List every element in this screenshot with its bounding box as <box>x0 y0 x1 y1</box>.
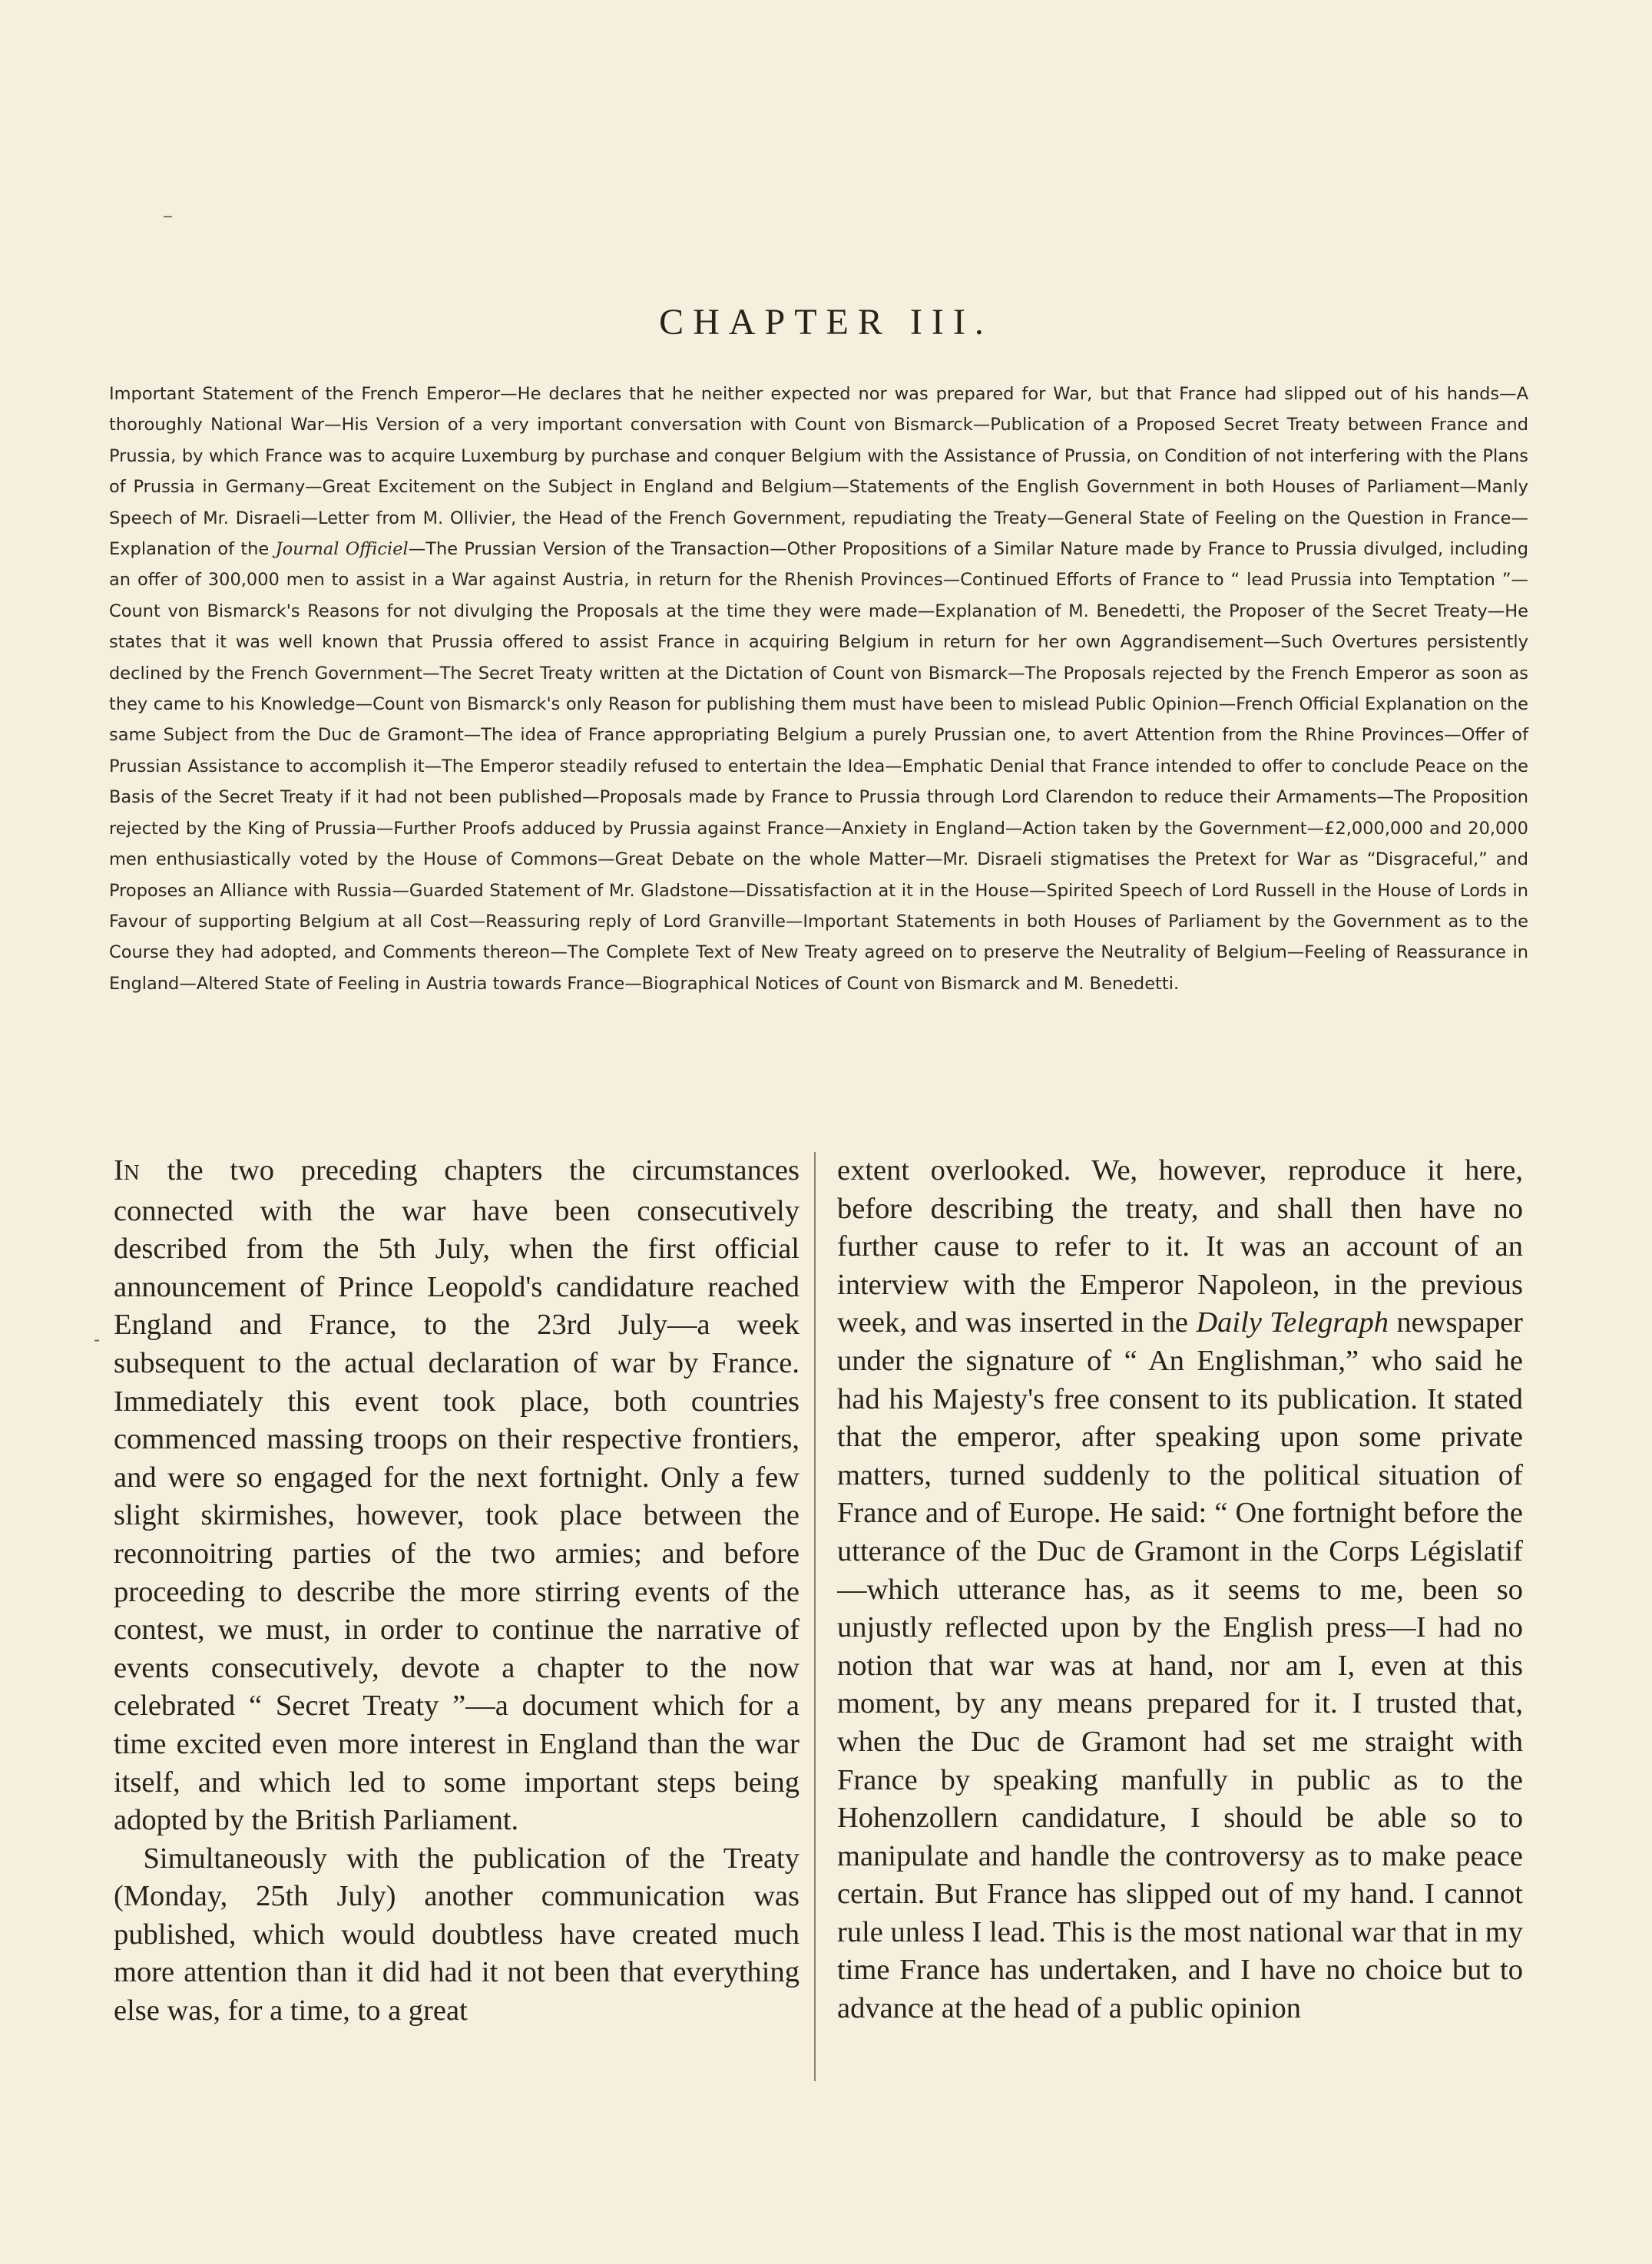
right-paragraph-1-text-part1: extent overlooked. We, however, reproduce it here, before describing the treaty, and shall then have no further cause to refer to it. It was an account of an interview with the Emperor Napoleon, in the previous week, and was inserted in the <box>837 1154 1523 1339</box>
left-paragraph-1-text: the two preceding chapters the circumstances connected with the war have been consecutively described from the 5th July, when the first official announcement of Prince Leopold's candidature reached England and France, to the 23rd July—a week subsequent to the actual declaration of war by France. Immediately this event took place, both countries commenced massing troops on their respective frontiers, and were so engaged for the next fortnight. Only a few slight skirmishes, however, took place between the reconnoitring parties of the two armies; and before proceeding to describe the more stirring events of the contest, we must, in order to continue the narrative of events consecutively, devote a chapter to the now celebrated “ Secret Treaty ”—a document which for a time excited even more interest in England than the war itself, and which led to some important steps being adopted by the British Parliament. <box>114 1154 800 1837</box>
summary-text-part1: Important Statement of the French Emperor—He declares that he neither expected nor was prepared for War, but that France had slipped out of his hands—A thoroughly National War—His Version of a very important conversation with Count von Bismarck—Publication of a Proposed Secret Treaty between France and Prussia, by which France was to acquire Luxemburg by purchase and conquer Belgium with the Assistance of Prussia, on Condition of not interfering with the Plans of Prussia in Germany—Great Excitement on the Subject in England and Belgium—Statements of the English Government in both Houses of Parliament—Manly Speech of Mr. Disraeli—Letter from M. Ollivier, the Head of the French Government, repudiating the Treaty—General State of Feeling on the Question in France—Explanation of the <box>109 384 1528 560</box>
printer-mark-icon: – <box>163 204 173 227</box>
right-paragraph-1-text-part2: newspaper under the signature of “ An Englishman,” who said he had his Majesty's free consent to its publication. It stated that the emperor, after speaking upon some private matters, turned suddenly to the political situation of France and of Europe. He said: “ One fortnight before the utterance of the Duc de Gramont in the Corps Législatif—which utterance has, as it seems to me, been so unjustly reflected upon by the English press—I had no notion that war was at hand, nor am I, even at this moment, by any means prepared for it. I trusted that, when the Duc de Gramont had set me straight with France by speaking manfully in public as to the Hohenzollern candidature, I should be able so to manipulate and handle the controversy as to make peace certain. But France has slipped out of my hand. I cannot rule unless I lead. This is the most national war that in my time France has undertaken, and I have no choice but to advance at the head of a public opinion <box>837 1306 1523 2025</box>
column-divider <box>814 1152 816 2081</box>
small-cap: N <box>123 1160 141 1185</box>
margin-mark: - <box>94 1329 101 1350</box>
drop-cap: I <box>114 1154 124 1187</box>
left-column <box>114 1152 800 2150</box>
summary-italic-journal: Journal Officiel <box>275 539 409 560</box>
left-paragraph-2 <box>114 1840 800 2031</box>
chapter-summary <box>109 379 1528 999</box>
chapter-title: CHAPTER III. <box>659 302 993 343</box>
summary-text-part2: —The Prussian Version of the Transaction—Other Propositions of a Similar Nature made by France to Prussia divulged, including an offer of 300,000 men to assist in a War against Austria, in return for the Rhenish Provinces—Continued Efforts of France to “ lead Prussia into Temptation ”—Count von Bismarck's Reasons for not divulging the Proposals at the time they were made—Explanation of M. Benedetti, the Proposer of the Secret Treaty—He states that it was well known that Prussia offered to assist France in acquiring Belgium in return for her own Aggrandisement—Such Overtures persistently declined by the French Government—The Secret Treaty written at the Dictation of Count von Bismarck—The Proposals rejected by the French Emperor as soon as they came to his Knowledge—Count von Bismarck's only Reason for publishing them must have been to mislead Public Opinion—French Official Explanation on the same Subject from the Duc de Gramont—The idea of France appropriating Belgium a purely Prussian one, to avert Attention from the Rhine Provinces—Offer of Prussian Assistance to accomplish it—The Emperor steadily refused to entertain the Idea—Emphatic Denial that France intended to offer to conclude Peace on the Basis of the Secret Treaty if it had not been published—Proposals made by France to Prussia through Lord Clarendon to reduce their Armaments—The Proposition rejected by the King of Prussia—Further Proofs adduced by Prussia against France—Anxiety in England—Action taken by the Government—£2,000,000 and 20,000 men enthusiastically voted by the House of Commons—Great Debate on the whole Matter—Mr. Disraeli stigmatises the Pretext for War as “Disgraceful,” and Proposes an Alliance with Russia—Guarded Statement of Mr. Gladstone—Dissatisfaction at it in the House—Spirited Speech of Lord Russell in the House of Lords in Favour of supporting Belgium at all Cost—Reassuring reply of Lord Granville—Important Statements in both Houses of Parliament by the Government as to the Course they had adopted, and Comments thereon—The Complete Text of New Treaty agreed on to preserve the Neutrality of Belgium—Feeling of Reassurance in England—Altered State of Feeling in Austria towards France—Biographical Notices of Count von Bismarck and M. Benedetti. <box>109 539 1528 994</box>
newspaper-title: Daily Telegraph <box>1196 1306 1389 1339</box>
right-paragraph-1 <box>837 1152 1523 2028</box>
left-paragraph-1 <box>114 1152 800 1840</box>
left-paragraph-2-text: Simultaneously with the publication of the Treaty (Monday, 25th July) another communication was published, which would doubtless have created much more attention than it did had it not been that everything else was, for a time, to a great <box>114 1842 800 2027</box>
right-column <box>837 1152 1523 2150</box>
